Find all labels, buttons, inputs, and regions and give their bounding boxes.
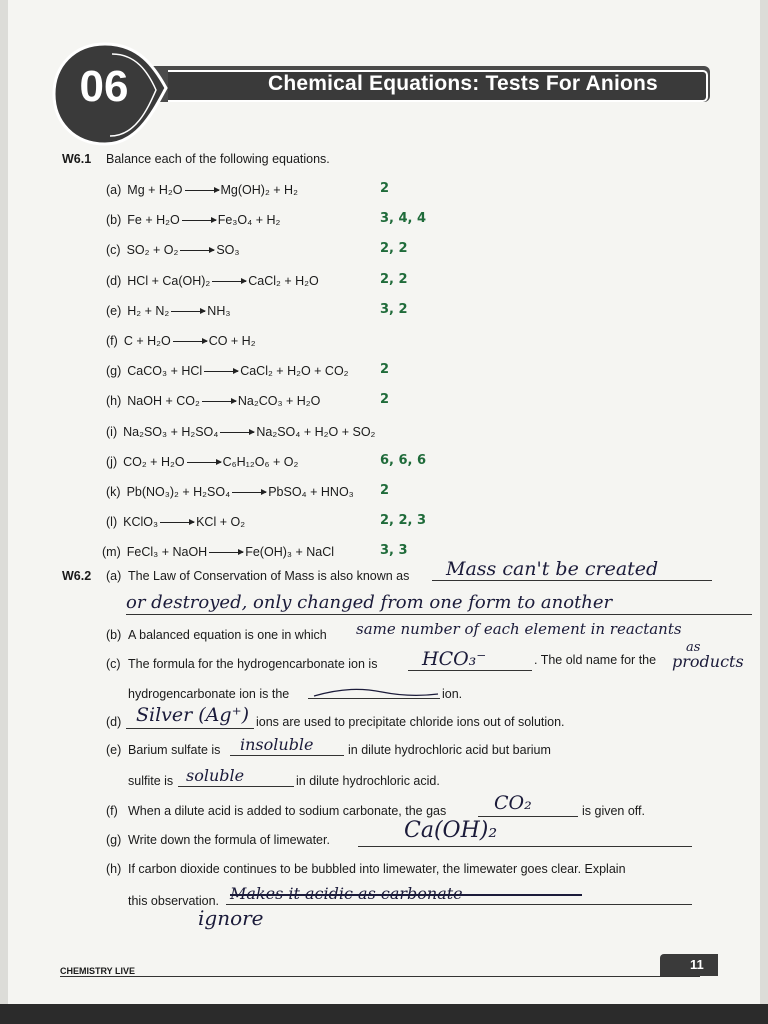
reaction-arrow — [212, 281, 246, 282]
w62b-answer-products: products — [672, 652, 744, 671]
page-number-tab — [660, 954, 718, 976]
equation-label: (d) — [106, 274, 122, 288]
balancing-coefficients: 3, 4, 4 — [380, 211, 427, 226]
equation-products: CO + H₂ — [208, 334, 256, 348]
reaction-arrow — [180, 250, 214, 251]
answer-line — [432, 580, 712, 581]
w62c-answer: HCO₃⁻ — [422, 648, 487, 670]
equation-label: (a) — [106, 183, 122, 197]
equation-row — [106, 363, 349, 379]
balancing-coefficients: 3, 3 — [380, 543, 408, 558]
equation-label: (i) — [106, 425, 118, 439]
footer-rule — [60, 976, 700, 977]
equation-label: (l) — [106, 515, 118, 529]
answer-line — [126, 614, 752, 615]
equation-row — [106, 454, 298, 470]
w62c-text2: . The old name for the — [534, 653, 657, 667]
reaction-arrow — [182, 220, 216, 221]
equation-row — [106, 212, 280, 228]
w62b-answer-as: as — [686, 640, 701, 655]
reaction-arrow — [232, 492, 266, 493]
w61-instruction: Balance each of the following equations. — [106, 152, 330, 166]
w62d-answer: Silver (Ag⁺) — [136, 704, 250, 726]
w62b-answer: same number of each element in reactants — [356, 620, 682, 638]
reaction-arrow — [185, 190, 219, 191]
squiggle-mark — [312, 684, 440, 700]
w62h-label: (h) — [106, 862, 122, 876]
equation-label: (k) — [106, 485, 121, 499]
equation-label: (g) — [106, 364, 122, 378]
equation-row — [106, 303, 230, 319]
equation-reactants: Mg + H₂O — [127, 183, 183, 197]
w62g-label: (g) — [106, 833, 122, 847]
balancing-coefficients: 2 — [380, 483, 390, 498]
w62c-label: (c) — [106, 657, 121, 671]
equation-row — [106, 484, 354, 500]
equation-products: Mg(OH)₂ + H₂ — [220, 183, 298, 197]
equation-products: Na₂CO₃ + H₂O — [237, 394, 321, 408]
w62d-text: ions are used to precipitate chloride ions out of solution. — [256, 715, 565, 729]
answer-line — [478, 816, 578, 817]
w62h-text1: If carbon dioxide continues to be bubbled into limewater, the limewater goes clear. Explain — [128, 862, 626, 876]
equation-label: (b) — [106, 213, 122, 227]
w62e-answer2: soluble — [186, 766, 245, 785]
equation-reactants: FeCl₃ + NaOH — [126, 545, 208, 559]
equation-products: Na₂SO₄ + H₂O + SO₂ — [256, 425, 376, 439]
equation-reactants: CO₂ + H₂O — [123, 455, 185, 469]
equation-products: C₆H₁₂O₆ + O₂ — [222, 455, 299, 469]
w62f-answer: CO₂ — [494, 792, 532, 814]
equation-products: CaCl₂ + H₂O + CO₂ — [240, 364, 349, 378]
reaction-arrow — [209, 552, 243, 553]
w62e-answer1: insoluble — [240, 735, 314, 754]
equation-products: CaCl₂ + H₂O — [248, 274, 319, 288]
equation-products: NH₃ — [207, 304, 231, 318]
w62a-text: The Law of Conservation of Mass is also known as — [128, 569, 410, 583]
w62d-label: (d) — [106, 715, 122, 729]
reaction-arrow — [173, 341, 207, 342]
answer-line — [408, 670, 532, 671]
equation-row — [106, 333, 256, 349]
balancing-coefficients: 2, 2 — [380, 272, 408, 287]
w62c-text4: ion. — [442, 687, 463, 701]
reaction-arrow — [202, 401, 236, 402]
equation-products: Fe(OH)₃ + NaCl — [245, 545, 335, 559]
equation-row — [106, 182, 298, 198]
equation-label: (h) — [106, 394, 122, 408]
answer-line — [226, 904, 692, 905]
w62g-text: Write down the formula of limewater. — [128, 833, 330, 847]
equation-reactants: NaOH + CO₂ — [127, 394, 200, 408]
w62e-label: (e) — [106, 743, 122, 757]
balancing-coefficients: 2 — [380, 392, 390, 407]
equation-products: SO₃ — [216, 243, 240, 257]
question-number-w62: W6.2 — [62, 569, 92, 583]
equation-reactants: KClO₃ — [123, 515, 159, 529]
equation-reactants: SO₂ + O₂ — [126, 243, 179, 257]
w62c-text1: The formula for the hydrogencarbonate ion is — [128, 657, 378, 671]
equation-reactants: H₂ + N₂ — [127, 304, 170, 318]
balancing-coefficients: 2 — [380, 181, 390, 196]
equation-label: (f) — [106, 334, 118, 348]
equation-label: (e) — [106, 304, 122, 318]
chapter-number: 06 — [79, 62, 129, 111]
w62a-answer-line2: or destroyed, only changed from one form to another — [126, 592, 613, 613]
equation-reactants: Fe + H₂O — [127, 213, 180, 227]
w62h-answer: ignore — [198, 906, 264, 930]
reaction-arrow — [160, 522, 194, 523]
equation-row — [106, 273, 319, 289]
equation-reactants: HCl + Ca(OH)₂ — [127, 274, 211, 288]
equation-row — [106, 424, 375, 440]
strikethrough-mark — [230, 894, 582, 896]
scan-edge — [0, 1004, 768, 1024]
equation-reactants: CaCO₃ + HCl — [127, 364, 203, 378]
equation-reactants: Pb(NO₃)₂ + H₂SO₄ — [126, 485, 231, 499]
equation-products: PbSO₄ + HNO₃ — [268, 485, 354, 499]
w62e-text3: sulfite is — [128, 774, 174, 788]
w62h-text2: this observation. — [128, 894, 220, 908]
balancing-coefficients: 3, 2 — [380, 302, 408, 317]
book-title: CHEMISTRY LIVE — [60, 966, 136, 976]
answer-line — [126, 728, 254, 729]
equation-row — [106, 242, 239, 258]
answer-line — [230, 755, 344, 756]
balancing-coefficients: 2 — [380, 362, 390, 377]
w62e-text2: in dilute hydrochloric acid but barium — [348, 743, 551, 757]
reaction-arrow — [171, 311, 205, 312]
equation-reactants: Na₂SO₃ + H₂SO₄ — [123, 425, 219, 439]
equation-label: (j) — [106, 455, 118, 469]
equation-label: (c) — [106, 243, 121, 257]
chapter-title: Chemical Equations: Tests For Anions — [268, 72, 658, 95]
balancing-coefficients: 6, 6, 6 — [380, 453, 427, 468]
w62c-text3: hydrogencarbonate ion is the — [128, 687, 290, 701]
equation-products: Fe₃O₄ + H₂ — [217, 213, 281, 227]
reaction-arrow — [204, 371, 238, 372]
equation-row — [106, 514, 245, 530]
reaction-arrow — [220, 432, 254, 433]
w62b-label: (b) — [106, 628, 122, 642]
w62e-text1: Barium sulfate is — [128, 743, 221, 757]
balancing-coefficients: 2, 2 — [380, 241, 408, 256]
answer-line — [358, 846, 692, 847]
answer-line — [178, 786, 294, 787]
w62b-text: A balanced equation is one in which — [128, 628, 327, 642]
w62g-answer: Ca(OH)₂ — [404, 818, 498, 843]
page-number: 11 — [690, 957, 704, 972]
w62a-label: (a) — [106, 569, 122, 583]
reaction-arrow — [187, 462, 221, 463]
balancing-coefficients: 2, 2, 3 — [380, 513, 427, 528]
equation-products: KCl + O₂ — [196, 515, 246, 529]
question-number-w61: W6.1 — [62, 152, 92, 166]
equation-reactants: C + H₂O — [123, 334, 171, 348]
w62e-text4: in dilute hydrochloric acid. — [296, 774, 440, 788]
w62f-text2: is given off. — [582, 804, 646, 818]
w62a-answer-line1: Mass can't be created — [446, 558, 659, 580]
equation-row — [102, 544, 334, 560]
w62f-text1: When a dilute acid is added to sodium carbonate, the gas — [128, 804, 447, 818]
w62f-label: (f) — [106, 804, 118, 818]
equation-label: (m) — [102, 545, 121, 559]
equation-row — [106, 393, 320, 409]
